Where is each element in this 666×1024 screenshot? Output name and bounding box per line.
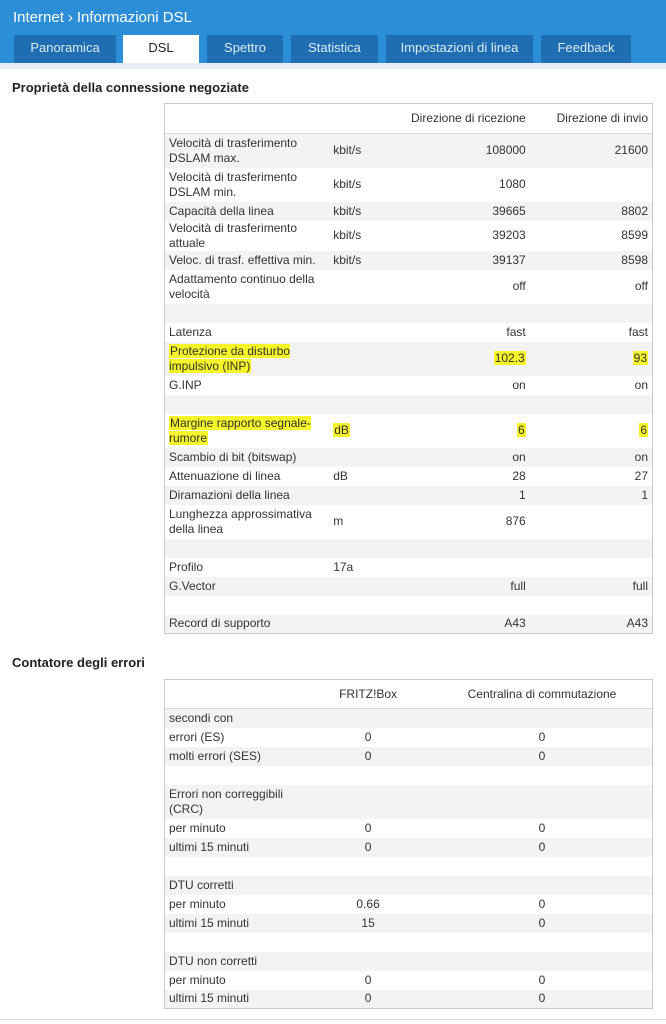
- row-tx-value-text: full: [632, 578, 648, 593]
- error-exchange-value: [432, 857, 653, 876]
- header-exchange: Centralina di commutazione: [432, 680, 653, 709]
- row-rx-value: [393, 539, 530, 558]
- row-rx-value-text: on: [512, 377, 526, 392]
- row-unit: [329, 342, 393, 376]
- error-row: [165, 971, 653, 990]
- chevron-right-icon: ›: [67, 9, 73, 26]
- row-rx-value: [393, 505, 530, 539]
- error-row-label: per minuto: [165, 895, 305, 914]
- connection-row: [165, 376, 653, 395]
- row-label: [165, 558, 330, 577]
- row-rx-value-text: 108000: [485, 143, 526, 158]
- error-exchange-value: 0: [432, 971, 653, 990]
- connection-row: [165, 168, 653, 202]
- row-unit: [329, 202, 393, 221]
- row-label-text: Scambio di bit (bitswap): [169, 449, 297, 464]
- error-fritz-value: 0: [304, 971, 432, 990]
- row-rx-value: [393, 251, 530, 270]
- error-fritz-value: 0: [304, 819, 432, 838]
- row-label: [165, 448, 330, 467]
- row-rx-value: [393, 376, 530, 395]
- row-label: [165, 376, 330, 395]
- row-tx-value: [530, 376, 653, 395]
- error-row-label: [165, 766, 305, 785]
- error-row: [165, 728, 653, 747]
- connection-row: [165, 323, 653, 342]
- row-unit-text: 17a: [333, 559, 354, 574]
- row-unit: [329, 448, 393, 467]
- row-rx-value: [393, 270, 530, 304]
- error-fritz-value: 0: [304, 747, 432, 766]
- row-label-text: Veloc. di trasf. effettiva min.: [169, 252, 316, 267]
- connection-table: [164, 103, 653, 634]
- connection-row: [165, 486, 653, 505]
- connection-row: [165, 134, 653, 168]
- row-unit: [329, 376, 393, 395]
- row-label: [165, 596, 330, 615]
- row-unit: [329, 505, 393, 539]
- header-bar: [0, 0, 666, 63]
- connection-row: [165, 467, 653, 486]
- row-label: [165, 615, 330, 634]
- breadcrumb-current: Informazioni DSL: [76, 9, 192, 26]
- header-fritzbox: FRITZ!Box: [304, 680, 432, 709]
- error-fritz-value: 0.66: [304, 895, 432, 914]
- row-label-text: G.Vector: [169, 578, 216, 593]
- error-row: [165, 933, 653, 952]
- row-label: [165, 221, 330, 251]
- errors-header-label: [165, 680, 305, 709]
- row-rx-value: [393, 134, 530, 168]
- tab-feedback[interactable]: Feedback: [541, 35, 631, 63]
- error-counter-table: [164, 679, 653, 1009]
- row-rx-value-text: 1: [519, 487, 526, 502]
- row-rx-value: [393, 577, 530, 596]
- row-unit: [329, 168, 393, 202]
- row-unit: [329, 323, 393, 342]
- connection-header-unit: [329, 104, 393, 134]
- connection-row: [165, 202, 653, 221]
- error-row-label: DTU corretti: [165, 876, 305, 895]
- row-label-text: Capacità della linea: [169, 203, 274, 218]
- row-tx-value-text: off: [634, 279, 648, 293]
- row-rx-value-text: 102.3: [494, 351, 525, 365]
- error-fritz-value: [304, 709, 432, 728]
- tab-spettro[interactable]: Spettro: [207, 35, 283, 63]
- row-rx-value: [393, 558, 530, 577]
- row-unit: [329, 251, 393, 270]
- row-rx-value: [393, 168, 530, 202]
- row-label: [165, 202, 330, 221]
- tab-panoramica[interactable]: Panoramica: [14, 35, 116, 63]
- tab-dsl[interactable]: DSL: [123, 35, 199, 63]
- row-label: [165, 134, 330, 168]
- row-label: [165, 486, 330, 505]
- error-exchange-value: 0: [432, 838, 653, 857]
- connection-row: [165, 596, 653, 615]
- row-label-text: Lunghezza approssimativa della linea: [169, 506, 312, 536]
- row-tx-value-text: 21600: [614, 143, 648, 158]
- row-unit-text: kbit/s: [333, 228, 362, 242]
- connection-row: [165, 615, 653, 634]
- row-rx-value-text: 39203: [492, 228, 526, 242]
- row-label: [165, 251, 330, 270]
- error-row-label: ultimi 15 minuti: [165, 914, 305, 933]
- row-label-text: Record di supporto: [169, 616, 271, 631]
- error-fritz-value: 0: [304, 990, 432, 1009]
- row-unit-text: dB: [334, 423, 349, 437]
- row-label-text: Protezione da disturbo impulsivo (INP): [169, 343, 291, 373]
- error-row: [165, 914, 653, 933]
- row-tx-value-text: 8598: [621, 252, 648, 267]
- row-rx-value-text: A43: [504, 616, 526, 631]
- row-tx-value-text: A43: [626, 616, 648, 631]
- row-label-text: Margine rapporto segnale-rumore: [169, 415, 311, 445]
- connection-row: [165, 270, 653, 304]
- error-row: [165, 952, 653, 971]
- row-tx-value: [530, 486, 653, 505]
- row-tx-value: [530, 270, 653, 304]
- row-label: [165, 467, 330, 486]
- row-rx-value-text: 39137: [492, 252, 526, 267]
- row-tx-value: [530, 467, 653, 486]
- row-unit: [329, 395, 393, 414]
- row-unit: [329, 577, 393, 596]
- row-unit-text: kbit/s: [333, 177, 362, 191]
- row-label: [165, 304, 330, 323]
- row-tx-value-text: 8802: [621, 203, 648, 218]
- error-exchange-value: 0: [432, 819, 653, 838]
- row-tx-value: [530, 448, 653, 467]
- row-rx-value-text: fast: [506, 324, 526, 339]
- row-unit: [329, 615, 393, 634]
- row-tx-value-text: 1: [641, 487, 648, 502]
- row-rx-value-text: on: [512, 449, 526, 464]
- header-tx-direction: Direzione di invio: [530, 104, 653, 134]
- error-fritz-value: 0: [304, 838, 432, 857]
- row-tx-value: [530, 596, 653, 615]
- error-exchange-value: [432, 766, 653, 785]
- row-tx-value: [530, 395, 653, 414]
- row-label-text: Velocità di trasferimento DSLAM max.: [169, 135, 298, 165]
- error-fritz-value: [304, 766, 432, 785]
- breadcrumb-root[interactable]: Internet: [13, 9, 64, 26]
- row-label-text: Adattamento continuo della velocità: [169, 271, 315, 301]
- error-exchange-value: 0: [432, 990, 653, 1009]
- row-label-text: G.INP: [169, 377, 202, 392]
- error-row-label: per minuto: [165, 819, 305, 838]
- error-exchange-value: [432, 876, 653, 895]
- row-unit: [329, 270, 393, 304]
- error-fritz-value: [304, 857, 432, 876]
- row-label-text: Attenuazione di linea: [169, 468, 281, 483]
- row-unit: [329, 304, 393, 323]
- row-tx-value-text: 93: [633, 351, 647, 365]
- row-tx-value-text: fast: [628, 324, 648, 339]
- error-exchange-value: 0: [432, 728, 653, 747]
- row-tx-value-text: 27: [634, 468, 648, 483]
- error-fritz-value: [304, 785, 432, 819]
- error-exchange-value: 0: [432, 747, 653, 766]
- row-tx-value-text: 6: [640, 423, 647, 437]
- error-row-label: DTU non corretti: [165, 952, 305, 971]
- connection-row: [165, 448, 653, 467]
- error-row: [165, 990, 653, 1009]
- row-unit-text: m: [333, 514, 344, 528]
- row-unit: [329, 134, 393, 168]
- error-exchange-value: [432, 952, 653, 971]
- error-row: [165, 857, 653, 876]
- row-tx-value-text: on: [634, 377, 648, 392]
- footer-divider: [0, 1019, 666, 1020]
- error-row: [165, 819, 653, 838]
- row-rx-value-text: full: [510, 578, 526, 593]
- row-rx-value: [393, 202, 530, 221]
- row-rx-value-text: 28: [512, 468, 526, 483]
- error-row-label: molti errori (SES): [165, 747, 305, 766]
- row-unit: [329, 414, 393, 448]
- error-row-label: ultimi 15 minuti: [165, 838, 305, 857]
- row-label: [165, 342, 330, 376]
- error-exchange-value: 0: [432, 895, 653, 914]
- row-unit-text: kbit/s: [333, 143, 362, 158]
- error-row: [165, 709, 653, 728]
- row-rx-value: [393, 414, 530, 448]
- error-row: [165, 895, 653, 914]
- row-rx-value: [393, 221, 530, 251]
- row-unit: [329, 467, 393, 486]
- row-unit: [329, 596, 393, 615]
- row-rx-value-text: 39665: [492, 203, 526, 218]
- row-rx-value: [393, 596, 530, 615]
- connection-row: [165, 221, 653, 251]
- row-label-text: Latenza: [169, 324, 212, 339]
- row-label: [165, 168, 330, 202]
- row-unit: [329, 558, 393, 577]
- row-tx-value: [530, 342, 653, 376]
- row-label-text: Velocità di trasferimento DSLAM min.: [169, 169, 298, 199]
- row-tx-value: [530, 577, 653, 596]
- error-exchange-value: [432, 933, 653, 952]
- connection-row: [165, 558, 653, 577]
- row-tx-value: [530, 251, 653, 270]
- row-unit-text: kbit/s: [333, 252, 362, 267]
- row-rx-value: [393, 323, 530, 342]
- row-rx-value-text: 876: [505, 514, 526, 528]
- row-tx-value: [530, 414, 653, 448]
- row-label: [165, 270, 330, 304]
- row-tx-value: [530, 505, 653, 539]
- row-rx-value: [393, 486, 530, 505]
- error-fritz-value: 0: [304, 728, 432, 747]
- row-label: [165, 323, 330, 342]
- row-rx-value: [393, 395, 530, 414]
- error-row-label: ultimi 15 minuti: [165, 990, 305, 1009]
- row-rx-value: [393, 342, 530, 376]
- row-label: [165, 577, 330, 596]
- error-fritz-value: [304, 933, 432, 952]
- header-divider: [0, 63, 666, 69]
- error-exchange-value: [432, 785, 653, 819]
- error-row-label: per minuto: [165, 971, 305, 990]
- connection-row: [165, 342, 653, 376]
- error-row: [165, 876, 653, 895]
- row-label-text: Velocità di trasferimento attuale: [169, 220, 298, 250]
- error-row: [165, 838, 653, 857]
- row-tx-value: [530, 558, 653, 577]
- connection-header-label: [165, 104, 330, 134]
- connection-row: [165, 414, 653, 448]
- error-row-label: [165, 857, 305, 876]
- error-fritz-value: [304, 952, 432, 971]
- row-rx-value-text: 6: [518, 423, 525, 437]
- error-row-label: [165, 933, 305, 952]
- row-tx-value-text: 8599: [621, 228, 648, 242]
- row-rx-value-text: off: [512, 279, 526, 293]
- connection-row: [165, 539, 653, 558]
- error-row-label: errori (ES): [165, 728, 305, 747]
- error-exchange-value: 0: [432, 914, 653, 933]
- error-exchange-value: [432, 709, 653, 728]
- row-label: [165, 505, 330, 539]
- error-row: [165, 766, 653, 785]
- row-label: [165, 395, 330, 414]
- error-row: [165, 747, 653, 766]
- row-tx-value: [530, 221, 653, 251]
- row-rx-value: [393, 304, 530, 323]
- error-row-label: secondi con: [165, 709, 305, 728]
- tab-impostazioni-di-linea[interactable]: Impostazioni di linea: [386, 35, 533, 63]
- breadcrumb: [13, 8, 192, 28]
- connection-row: [165, 505, 653, 539]
- error-row-label: Errori non correggibili (CRC): [165, 785, 305, 819]
- connection-row: [165, 251, 653, 270]
- row-unit-text: dB: [333, 468, 348, 483]
- row-rx-value-text: 1080: [499, 177, 526, 191]
- row-tx-value-text: on: [634, 449, 648, 464]
- header-rx-direction: Direzione di ricezione: [393, 104, 530, 134]
- row-unit: [329, 486, 393, 505]
- row-rx-value: [393, 615, 530, 634]
- row-rx-value: [393, 448, 530, 467]
- tab-statistica[interactable]: Statistica: [291, 35, 378, 63]
- row-tx-value: [530, 202, 653, 221]
- row-unit: [329, 539, 393, 558]
- error-fritz-value: 15: [304, 914, 432, 933]
- row-label-text: Profilo: [169, 559, 204, 574]
- row-tx-value: [530, 304, 653, 323]
- row-tx-value: [530, 323, 653, 342]
- connection-row: [165, 577, 653, 596]
- row-unit: [329, 221, 393, 251]
- row-unit-text: kbit/s: [333, 203, 362, 218]
- row-label-text: Diramazioni della linea: [169, 487, 290, 502]
- error-fritz-value: [304, 876, 432, 895]
- row-label: [165, 539, 330, 558]
- row-tx-value: [530, 134, 653, 168]
- row-label: [165, 414, 330, 448]
- errors-section-title: Contatore degli errori: [12, 655, 145, 670]
- row-tx-value: [530, 539, 653, 558]
- connection-section-title: Proprietà della connessione negoziate: [12, 80, 249, 95]
- error-row: [165, 785, 653, 819]
- row-tx-value: [530, 168, 653, 202]
- row-rx-value: [393, 467, 530, 486]
- connection-row: [165, 395, 653, 414]
- connection-row: [165, 304, 653, 323]
- row-tx-value: [530, 615, 653, 634]
